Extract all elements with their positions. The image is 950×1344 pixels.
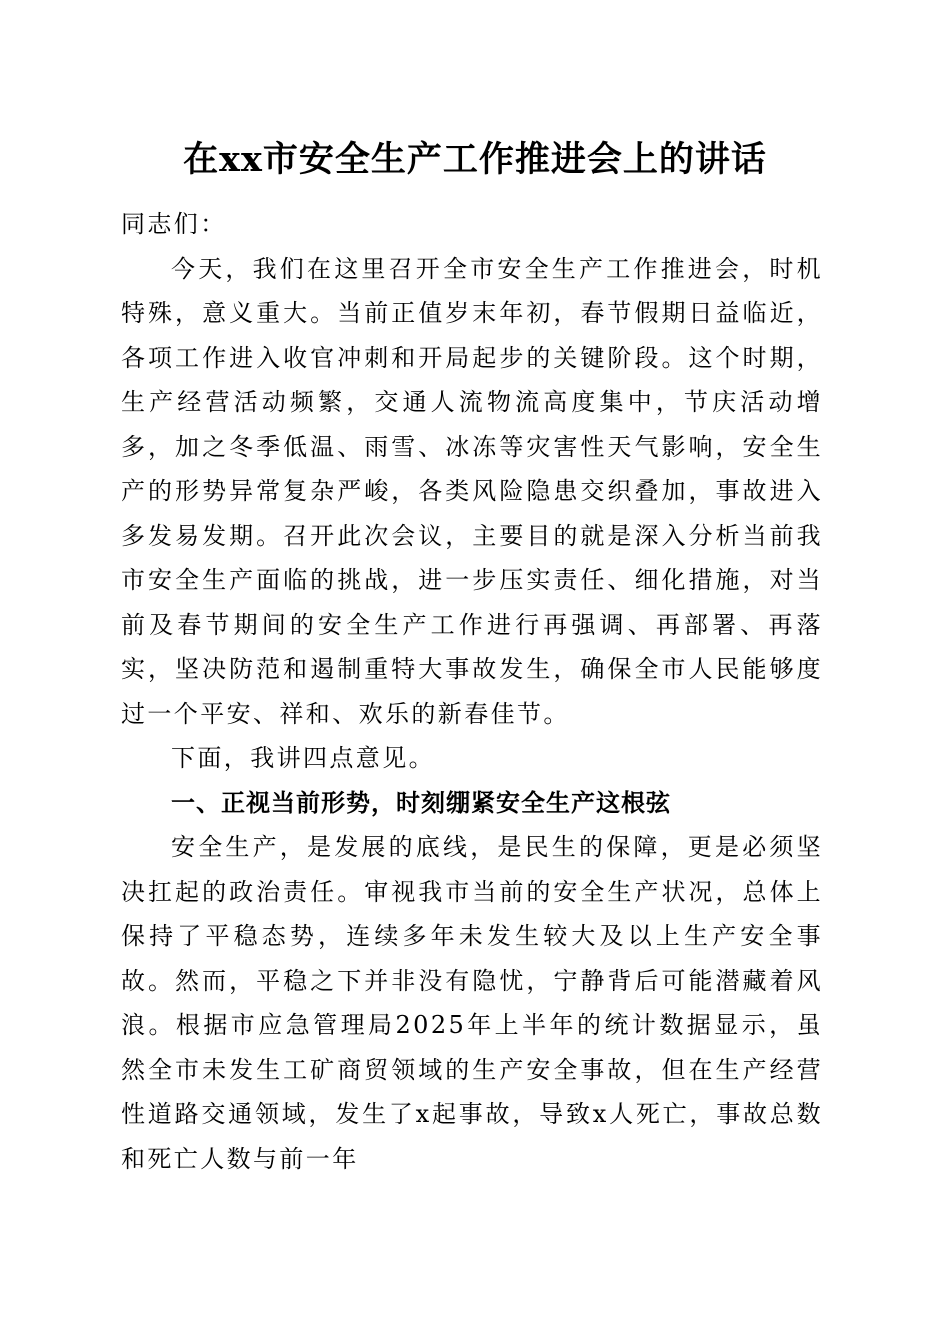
section-1-paragraph: 安全生产，是发展的底线，是民生的保障，更是必须坚决扛起的政治责任。审视我市当前的安全生产状况，总体上保持了平稳态势，连续多年未发生较大及以上生产安全事故。然而，平稳之下并非没有隐忧，宁静背后可能潜藏着风浪。根据市应急管理局2025年上半年的统计数据显示，虽然全市未发生工矿商贸领域的生产安全事故，但在生产经营性道路交通领域，发生了x起事故，导致x人死亡，事故总数和死亡人数与前一年 bbox=[121, 833, 823, 1173]
opening-paragraph: 今天，我们在这里召开全市安全生产工作推进会，时机特殊，意义重大。当前正值岁末年初，春节假期日益临近，各项工作进入收官冲刺和开局起步的关键阶段。这个时期，生产经营活动频繁，交通人流物流高度集中，节庆活动增多，加之冬季低温、雨雪、冰冻等灾害性天气影响，安全生产的形势异常复杂严峻，各类风险隐患交织叠加，事故进入多发易发期。召开此次会议，主要目的就是深入分析当前我市安全生产面临的挑战，进一步压实责任、细化措施，对当前及春节期间的安全生产工作进行再强调、再部署、再落实，坚决防范和遏制重特大事故发生，确保全市人民能够度过一个平安、祥和、欢乐的新春佳节。 bbox=[121, 254, 823, 728]
document-body bbox=[121, 202, 823, 1181]
section-heading-1: 一、正视当前形势，时刻绷紧安全生产这根弦 bbox=[171, 788, 671, 817]
salutation: 同志们： bbox=[121, 210, 227, 238]
document-title: 在xx市安全生产工作推进会上的讲话 bbox=[183, 139, 767, 180]
transition-paragraph: 下面，我讲四点意见。 bbox=[171, 744, 435, 772]
